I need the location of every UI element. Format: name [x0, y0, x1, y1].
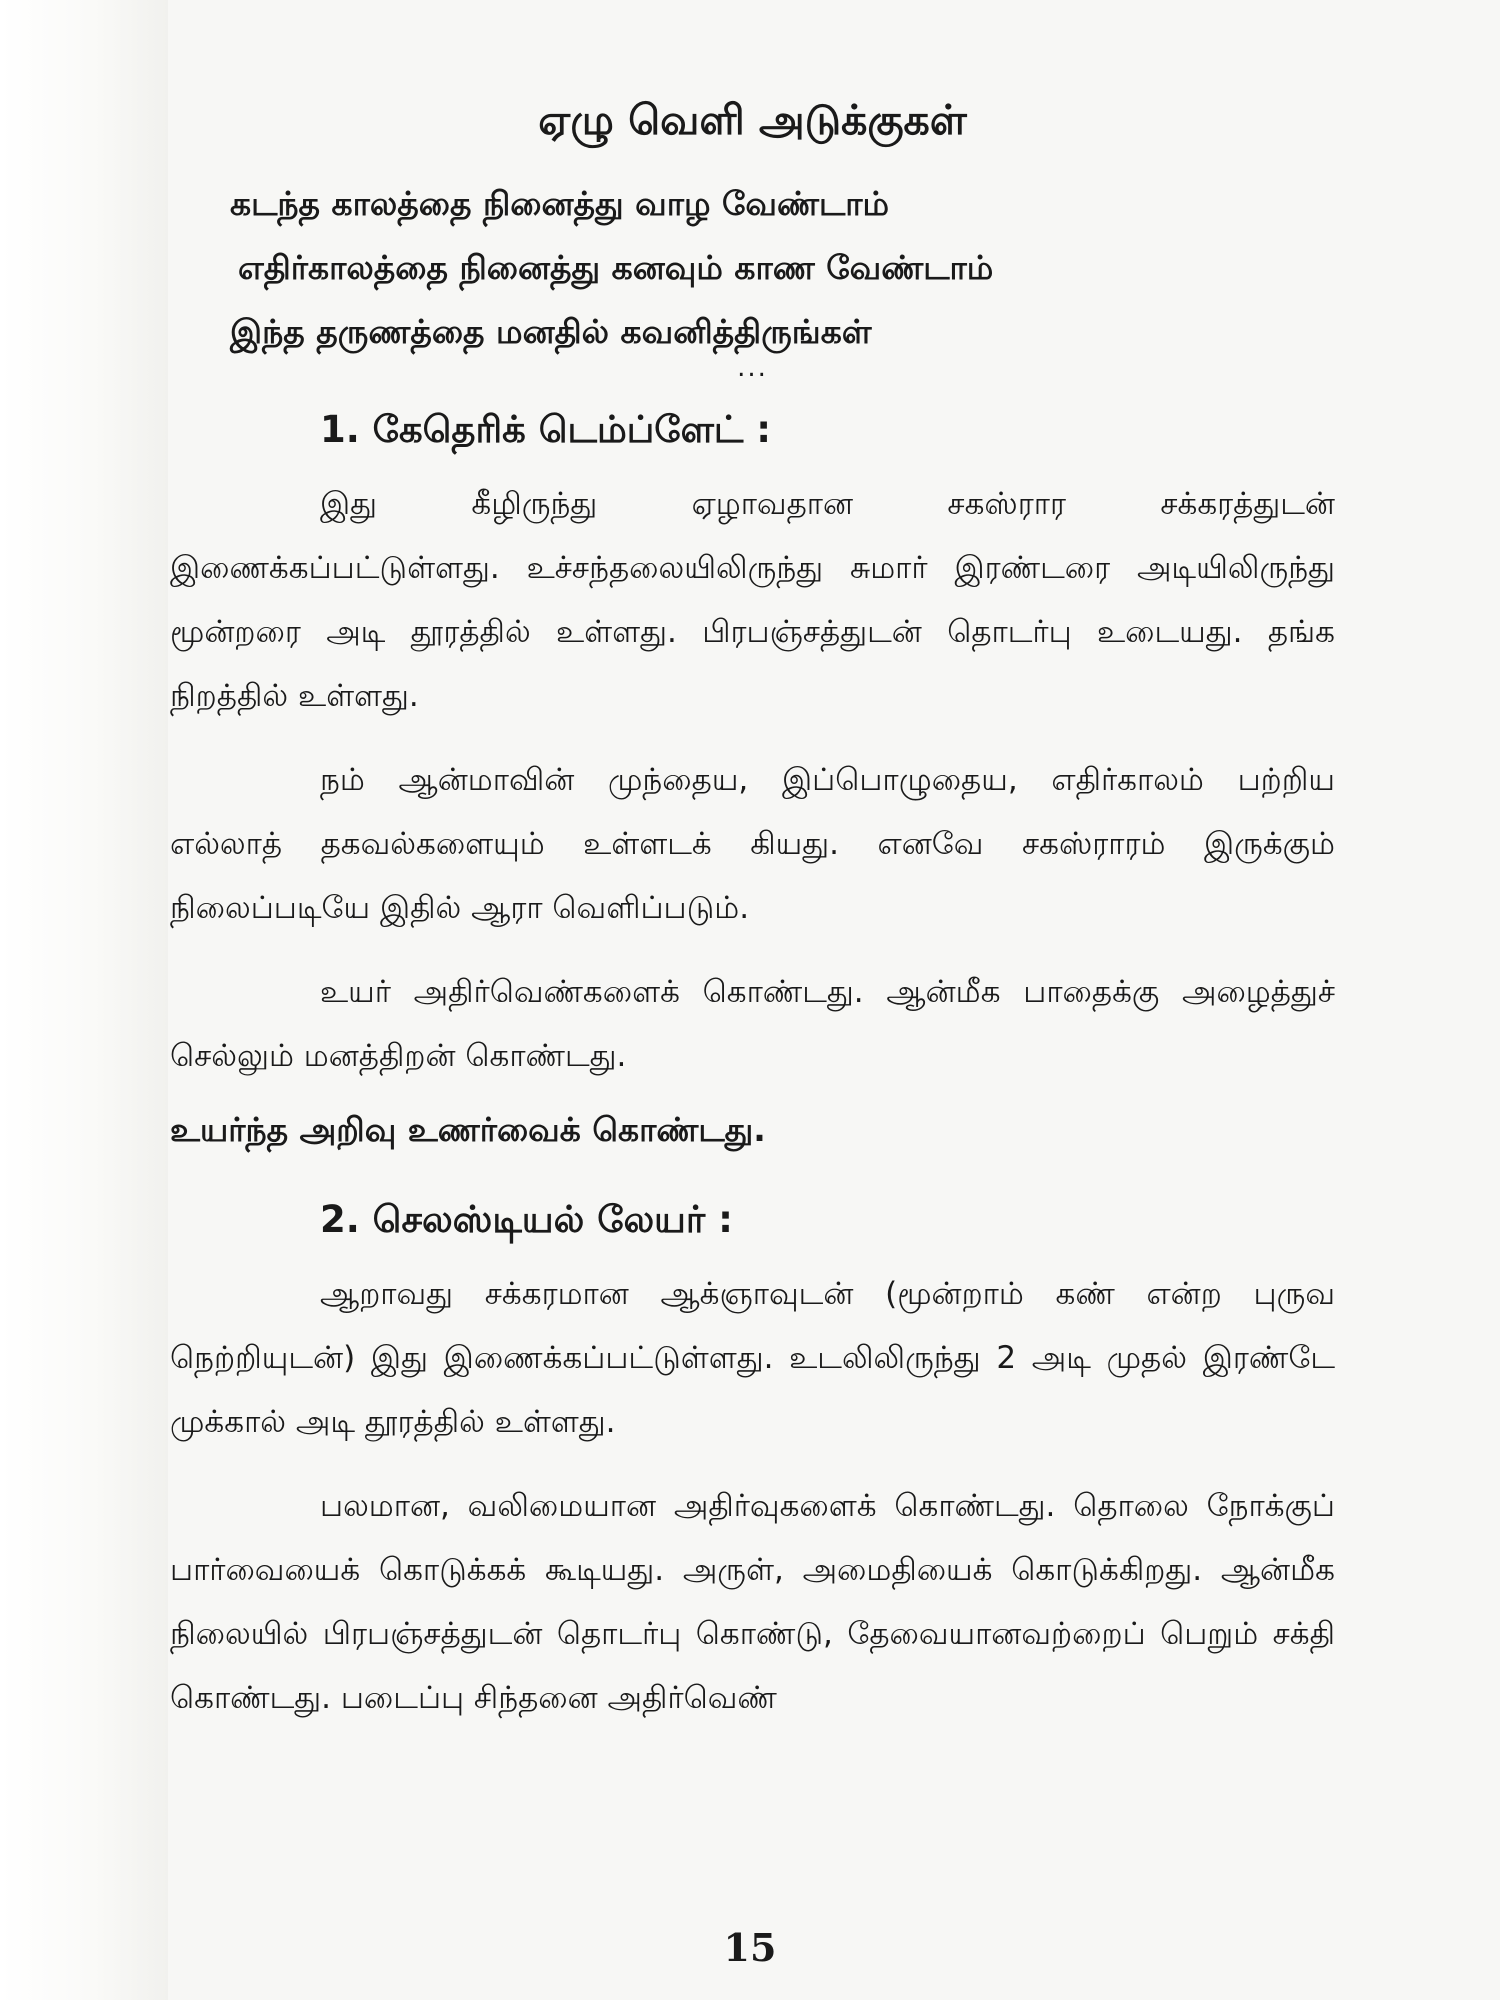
paragraph: உயர் அதிர்வெண்களைக் கொண்டது. ஆன்மீக பாதைக்கு அழைத்துச் செல்லும் மனத்திறன் கொண்டது.	[170, 974, 1335, 1074]
verse-line: எதிர்காலத்தை நினைத்து கனவும் காண வேண்டாம்	[238, 248, 994, 287]
ellipsis: ...	[737, 353, 768, 383]
section-heading-ketheric: 1. கேதெரிக் டெம்ப்ளேட் :	[320, 408, 772, 451]
page-gutter	[0, 0, 168, 2000]
verse-line: கடந்த காலத்தை நினைத்து வாழ வேண்டாம்	[230, 184, 890, 223]
paragraph: நம் ஆன்மாவின் முந்தைய, இப்பொழுதைய, எதிர்காலம் பற்றிய எல்லாத் தகவல்களையும் உள்ளடக் கியது. எனவே சகஸ்ராரம் இருக்கும் நிலைப்படியே இதில் ஆரா வெளிப்படும்.	[170, 762, 1335, 926]
emphasized-line: உயர்ந்த அறிவு உணர்வைக் கொண்டது.	[170, 1110, 766, 1149]
verse-line: இந்த தருணத்தை மனதில் கவனித்திருங்கள்	[230, 312, 872, 351]
page-number: 15	[723, 1925, 777, 1970]
page-title: ஏழு வெளி அடுக்குகள்	[538, 96, 967, 144]
paragraph: இது கீழிருந்து ஏழாவதான சகஸ்ரார சக்கரத்துடன் இணைக்கப்பட்டுள்ளது. உச்சந்தலையிலிருந்து சுமார் இரண்டரை அடியிலிருந்து மூன்றரை அடி தூரத்தில் உள்ளது. பிரபஞ்சத்துடன் தொடர்பு உடையது. தங்க நிறத்தில் உள்ளது.	[170, 486, 1335, 714]
section-heading-celestial: 2. செலஸ்டியல் லேயர் :	[320, 1198, 733, 1241]
paragraph: பலமான, வலிமையான அதிர்வுகளைக் கொண்டது. தொலை நோக்குப் பார்வையைக் கொடுக்கக் கூடியது. அருள், அமைதியைக் கொடுக்கிறது. ஆன்மீக நிலையில் பிரபஞ்சத்துடன் தொடர்பு கொண்டு, தேவையானவற்றைப் பெறும் சக்தி கொண்டது. படைப்பு சிந்தனை அதிர்வெண்	[170, 1488, 1335, 1716]
page-content	[170, 70, 1335, 1750]
opening-verse	[170, 172, 1335, 364]
paragraph: ஆறாவது சக்கரமான ஆக்ஞாவுடன் (மூன்றாம் கண் என்ற புருவ நெற்றியுடன்) இது இணைக்கப்பட்டுள்ளது. உடலிலிருந்து 2 அடி முதல் இரண்டே முக்கால் அடி தூரத்தில் உள்ளது.	[170, 1276, 1335, 1440]
